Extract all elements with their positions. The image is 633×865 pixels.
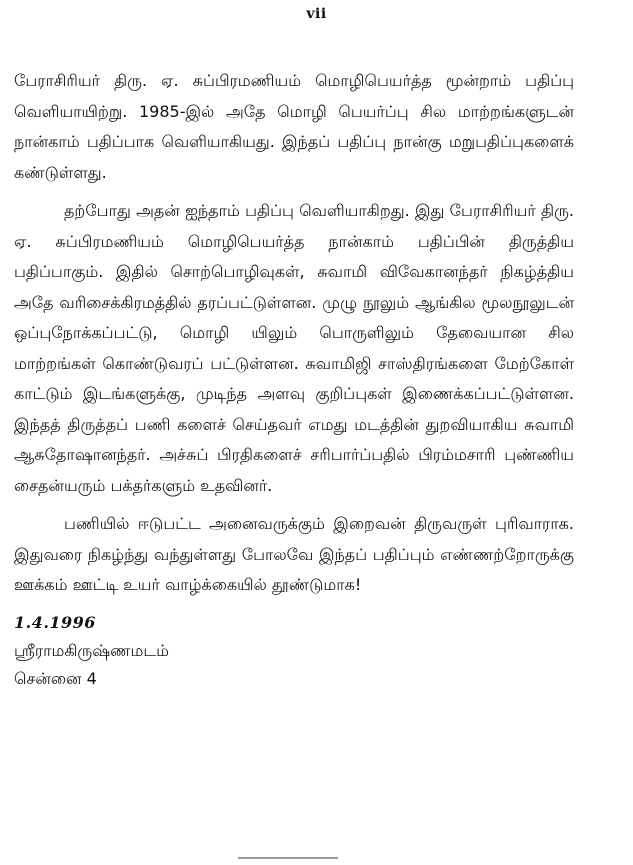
preface-body	[14, 66, 574, 693]
signature-block	[14, 609, 574, 693]
paragraph-2: தற்போது அதன் ஐந்தாம் பதிப்பு வெளியாகிறது. இது பேராசிரியர் திரு. ஏ. சுப்பிரமணியம் மொழிபெயர்த்த நான்காம் பதிப்பின் திருத்திய பதிப்பாகும். இதில் சொற்பொழிவுகள், சுவாமி விவேகானந்தர் நிகழ்த்திய அதே வரிசைக்கிரமத்தில் தரப்பட்டுள்ளன. முழு நூலும் ஆங்கில மூலநூலுடன் ஒப்புநோக்கப்பட்டு, மொழி யிலும் பொருளிலும் தேவையான சில மாற்றங்கள் கொண்டுவரப் பட்டுள்ளன. சுவாமிஜி சாஸ்திரங்களை மேற்கோள் காட்டும் இடங்களுக்கு, முடிந்த அளவு குறிப்புகள் இணைக்கப்பட்டுள்ளன. இந்தத் திருத்தப் பணி களைச் செய்தவர் எமது மடத்தின் துறவியாகிய சுவாமி ஆசுதோஷானந்தர். அச்சுப் பிரதிகளைச் சரிபார்ப்பதில் பிரம்மசாரி புண்ணிய சைதன்யரும் பக்தர்களும் உதவினர்.	[14, 201, 574, 495]
signature-institution: ஸ்ரீராமகிருஷ்ணமடம்	[14, 640, 169, 660]
signature-city: சென்னை 4	[14, 668, 97, 688]
signature-date: 1.4.1996	[14, 612, 96, 632]
bottom-divider	[238, 857, 338, 859]
paragraph-3: பணியில் ஈடுபட்ட அனைவருக்கும் இறைவன் திருவருள் புரிவாராக. இதுவரை நிகழ்ந்து வந்துள்ளது போலவே இந்தப் பதிப்பும் எண்ணற்றோருக்கு ஊக்கம் ஊட்டி உயர் வாழ்க்கையில் தூண்டுமாக!	[14, 514, 574, 594]
page-number: vii	[306, 6, 327, 22]
paragraph-1: பேராசிரியர் திரு. ஏ. சுப்பிரமணியம் மொழிபெயர்த்த மூன்றாம் பதிப்பு வெளியாயிற்று. 1985-இல் அதே மொழி பெயர்ப்பு சில மாற்றங்களுடன் நான்காம் பதிப்பாக வெளியாகியது. இந்தப் பதிப்பு நான்கு மறுபதிப்புகளைக் கண்டுள்ளது.	[14, 71, 574, 182]
